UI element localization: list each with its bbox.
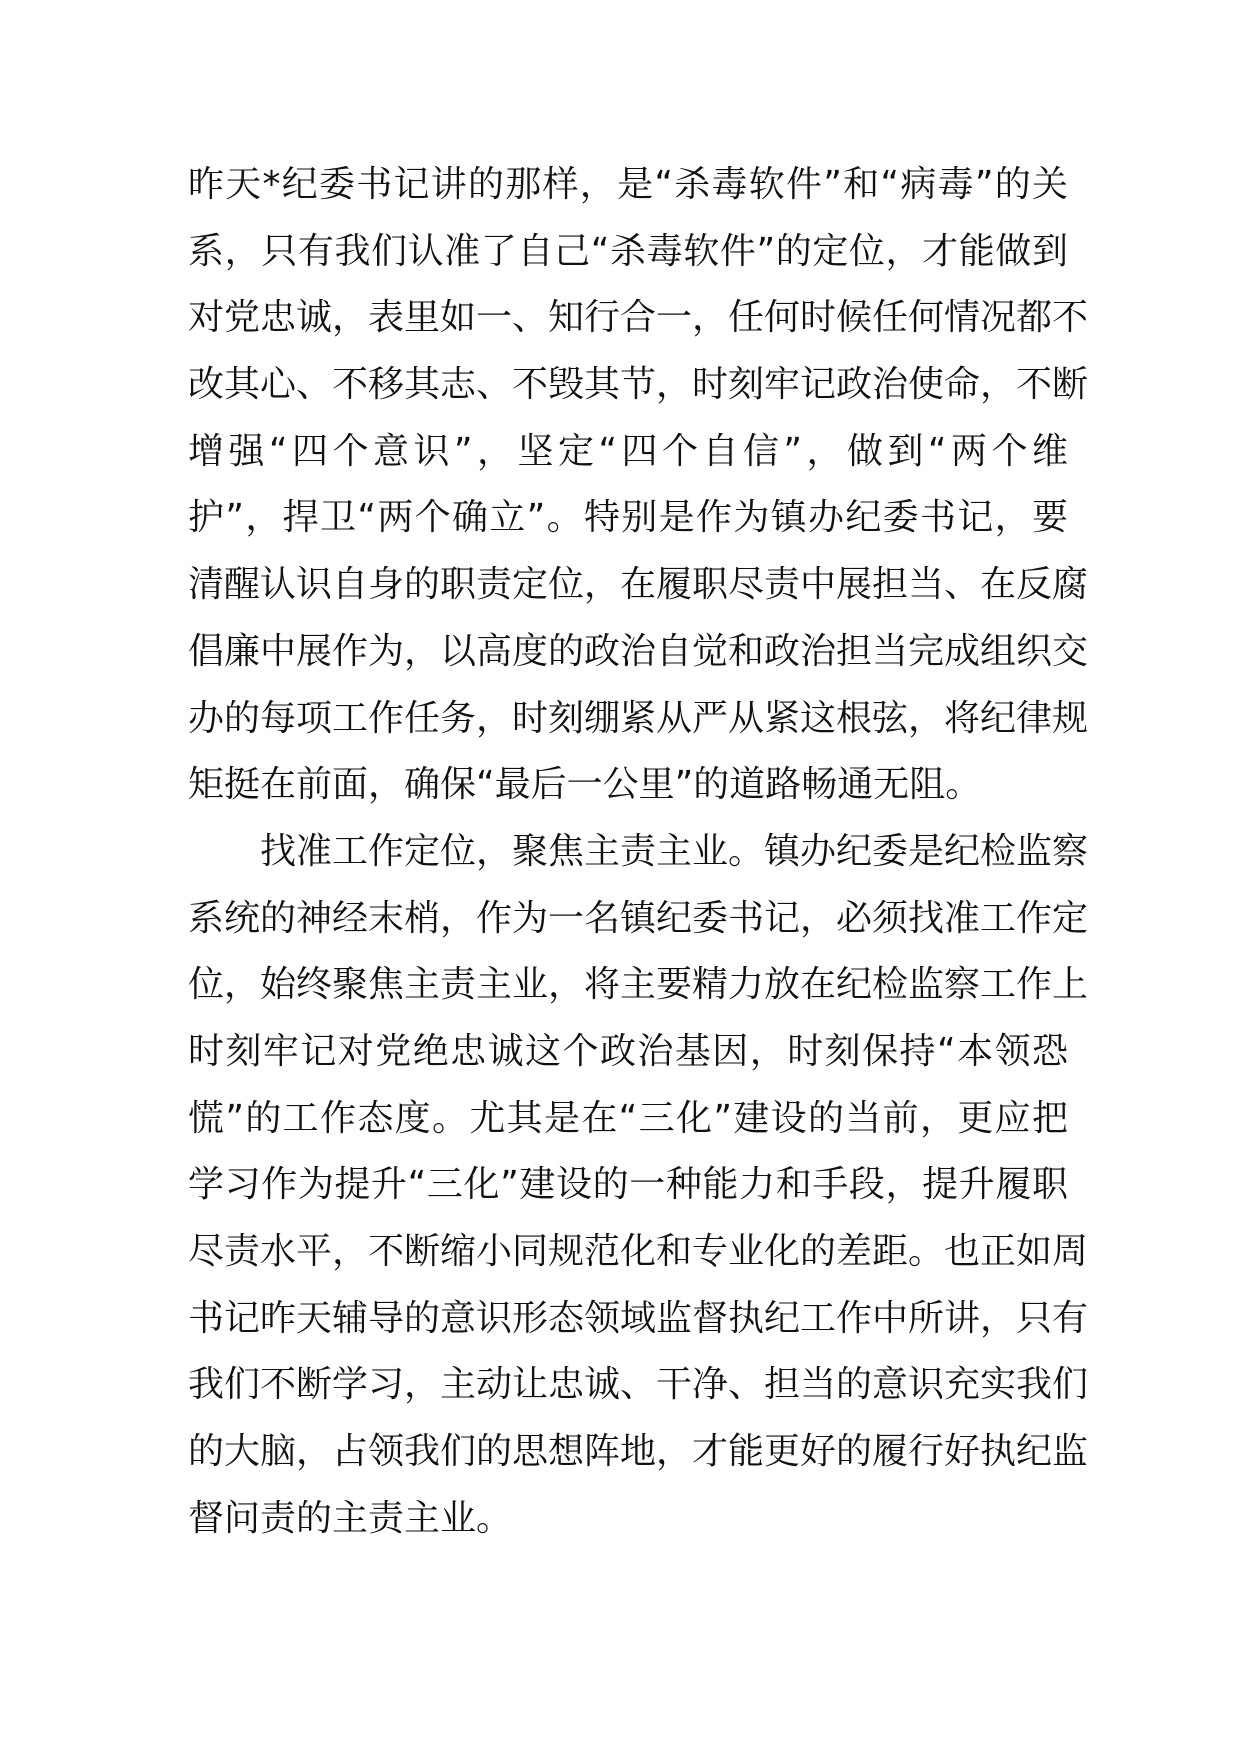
paragraph-2 — [188, 819, 1089, 1553]
text-line: 的大脑，占领我们的思想阵地，才能更好的履行好执纪监 — [188, 1431, 1089, 1473]
text-line: 找准工作定位，聚焦主责主业。镇办纪委是纪检监察 — [260, 830, 1089, 872]
text-line: 系统的神经末梢，作为一名镇纪委书记，必须找准工作定 — [188, 897, 1089, 939]
text-line: 尽责水平，不断缩小同规范化和专业化的差距。也正如周 — [188, 1231, 1089, 1272]
text-line: 倡廉中展作为，以高度的政治自觉和政治担当完成组织交 — [188, 630, 1089, 672]
text-line: 学习作为提升“三化”建设的一种能力和手段，提升履职 — [188, 1164, 1068, 1206]
text-line: 改其心、不移其志、不毁其节，时刻牢记政治使命，不断 — [188, 364, 1089, 406]
text-line: 时刻牢记对党绝忠诚这个政治基因，时刻保持“本领恐 — [188, 1030, 1068, 1072]
document-body — [188, 152, 1089, 1552]
text-line: 护”，捍卫“两个确立”。特别是作为镇办纪委书记，要 — [188, 497, 1068, 539]
text-line: 系，只有我们认准了自己“杀毒软件”的定位，才能做到 — [188, 230, 1068, 272]
text-line: 书记昨天辅导的意识形态领域监督执纪工作中所讲，只有 — [188, 1297, 1089, 1339]
text-line: 督问责的主责主业。 — [188, 1497, 513, 1539]
text-line: 我们不断学习，主动让忠诚、干净、担当的意识充实我们 — [188, 1364, 1089, 1406]
text-line: 慌”的工作态度。尤其是在“三化”建设的当前，更应把 — [188, 1097, 1068, 1139]
text-line: 清醒认识自身的职责定位，在履职尽责中展担当、在反腐 — [188, 564, 1089, 606]
text-line: 对党忠诚，表里如一、知行合一，任何时候任何情况都不 — [188, 297, 1089, 339]
paragraph-1 — [188, 152, 1089, 819]
text-line: 增强“四个意识”，坚定“四个自信”，做到“两个维 — [188, 430, 1068, 472]
text-line: 昨天*纪委书记讲的那样，是“杀毒软件”和“病毒”的关 — [188, 164, 1068, 205]
text-line: 矩挺在前面，确保“最后一公里”的道路畅通无阻。 — [188, 764, 982, 806]
text-line: 办的每项工作任务，时刻绷紧从严从紧这根弦，将纪律规 — [188, 697, 1089, 739]
text-line: 位，始终聚焦主责主业，将主要精力放在纪检监察工作上 — [188, 964, 1089, 1006]
